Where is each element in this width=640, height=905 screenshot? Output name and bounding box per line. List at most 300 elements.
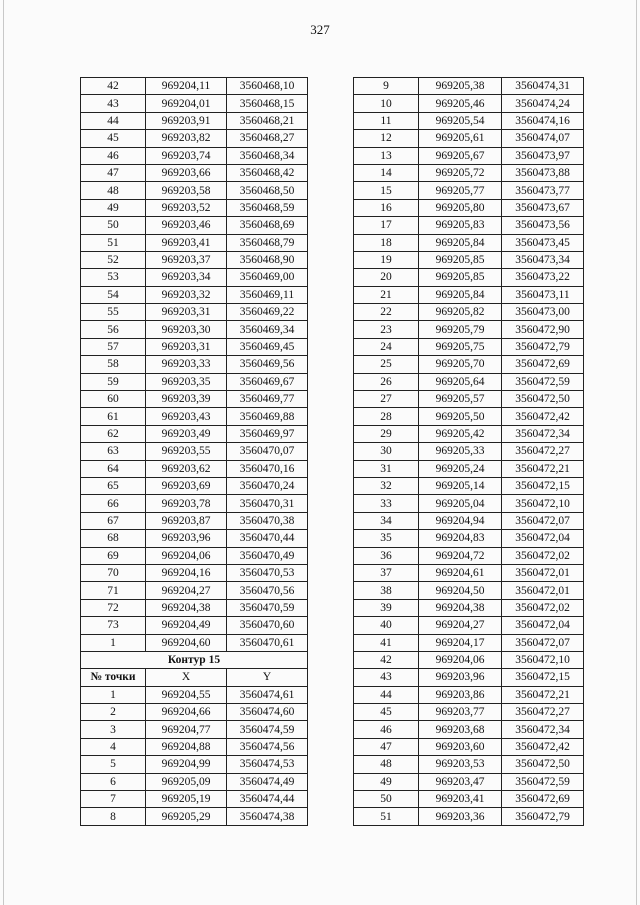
table-row (354, 356, 584, 373)
x-cell: 969204,88 (146, 738, 227, 755)
point-number-cell: 39 (354, 599, 419, 616)
point-number-cell: 11 (354, 112, 419, 129)
table-row (81, 686, 308, 703)
x-cell: 969203,87 (146, 512, 227, 529)
y-cell: 3560472,01 (502, 582, 584, 599)
y-cell: 3560470,38 (227, 512, 308, 529)
y-cell: 3560468,90 (227, 251, 308, 268)
point-number-cell: 65 (81, 477, 146, 494)
table-row (354, 95, 584, 112)
point-number-cell: 47 (354, 738, 419, 755)
x-cell: 969203,52 (146, 199, 227, 216)
point-number-cell: 67 (81, 512, 146, 529)
x-cell: 969205,54 (419, 112, 502, 129)
table-row (81, 147, 308, 164)
y-cell: 3560474,56 (227, 738, 308, 755)
table-row (81, 808, 308, 825)
point-number-cell: 42 (354, 651, 419, 668)
table-row (354, 147, 584, 164)
y-cell: 3560468,15 (227, 95, 308, 112)
point-number-cell: 71 (81, 582, 146, 599)
x-cell: 969203,41 (419, 791, 502, 808)
x-cell: 969205,80 (419, 199, 502, 216)
table-row (81, 634, 308, 651)
x-cell: 969203,31 (146, 338, 227, 355)
x-cell: 969204,38 (146, 599, 227, 616)
y-cell: 3560472,59 (502, 373, 584, 390)
point-number-cell: 41 (354, 634, 419, 651)
point-number-cell: 49 (354, 773, 419, 790)
point-number-cell: 35 (354, 530, 419, 547)
x-cell: 969203,37 (146, 251, 227, 268)
contour-title-row (81, 651, 308, 668)
point-number-cell: 31 (354, 460, 419, 477)
x-cell: 969203,49 (146, 425, 227, 442)
x-cell: 969204,66 (146, 704, 227, 721)
y-cell: 3560469,22 (227, 304, 308, 321)
y-cell: 3560473,97 (502, 147, 584, 164)
table-row (354, 477, 584, 494)
x-cell: 969205,67 (419, 147, 502, 164)
x-cell: 969203,86 (419, 686, 502, 703)
x-cell: 969205,70 (419, 356, 502, 373)
x-cell: 969204,99 (146, 756, 227, 773)
x-cell: 969205,33 (419, 443, 502, 460)
x-cell: 969205,61 (419, 130, 502, 147)
table-row (81, 251, 308, 268)
point-number-cell: 12 (354, 130, 419, 147)
x-cell: 969205,24 (419, 460, 502, 477)
x-cell: 969203,77 (419, 704, 502, 721)
x-cell: 969203,36 (419, 808, 502, 825)
point-number-cell: 7 (81, 791, 146, 808)
x-cell: 969204,27 (146, 582, 227, 599)
point-number-cell: 55 (81, 304, 146, 321)
table-row (354, 721, 584, 738)
table-row (354, 251, 584, 268)
x-cell: 969203,39 (146, 391, 227, 408)
y-cell: 3560468,69 (227, 217, 308, 234)
point-number-cell: 25 (354, 356, 419, 373)
table-row (81, 443, 308, 460)
table-row (354, 547, 584, 564)
x-cell: 969203,55 (146, 443, 227, 460)
x-cell: 969205,85 (419, 269, 502, 286)
table-row (354, 217, 584, 234)
x-cell: 969204,11 (146, 78, 227, 95)
y-cell: 3560470,59 (227, 599, 308, 616)
table-row (81, 738, 308, 755)
point-number-cell: 9 (354, 78, 419, 95)
y-cell: 3560473,45 (502, 234, 584, 251)
x-cell: 969205,82 (419, 304, 502, 321)
table-row (81, 617, 308, 634)
point-number-cell: 70 (81, 564, 146, 581)
x-cell: 969203,32 (146, 286, 227, 303)
y-cell: 3560474,59 (227, 721, 308, 738)
y-cell: 3560472,02 (502, 547, 584, 564)
x-cell: 969205,84 (419, 234, 502, 251)
x-cell: 969203,78 (146, 495, 227, 512)
point-number-cell: 34 (354, 512, 419, 529)
y-cell: 3560470,44 (227, 530, 308, 547)
point-number-cell: 63 (81, 443, 146, 460)
point-number-cell: 17 (354, 217, 419, 234)
x-cell: 969204,61 (419, 564, 502, 581)
x-cell: 969203,58 (146, 182, 227, 199)
point-number-cell: 50 (354, 791, 419, 808)
page-left-edge (3, 0, 4, 905)
table-row (354, 338, 584, 355)
table-row (354, 617, 584, 634)
table-row (354, 373, 584, 390)
table-row (354, 704, 584, 721)
point-number-cell: 54 (81, 286, 146, 303)
point-number-cell: 4 (81, 738, 146, 755)
table-row (354, 669, 584, 686)
point-number-cell: 62 (81, 425, 146, 442)
x-cell: 969204,60 (146, 634, 227, 651)
point-number-cell: 16 (354, 199, 419, 216)
table-row (354, 773, 584, 790)
y-cell: 3560469,88 (227, 408, 308, 425)
table-row (81, 547, 308, 564)
y-cell: 3560474,53 (227, 756, 308, 773)
x-cell: 969203,62 (146, 460, 227, 477)
table-row (81, 721, 308, 738)
point-number-cell: 6 (81, 773, 146, 790)
x-cell: 969205,79 (419, 321, 502, 338)
point-number-cell: 23 (354, 321, 419, 338)
table-row (81, 512, 308, 529)
point-number-cell: 51 (354, 808, 419, 825)
point-number-cell: 60 (81, 391, 146, 408)
point-number-cell: 36 (354, 547, 419, 564)
x-cell: 969204,01 (146, 95, 227, 112)
table-row (354, 391, 584, 408)
x-cell: 969203,96 (146, 530, 227, 547)
table-row (354, 686, 584, 703)
x-cell: 969204,94 (419, 512, 502, 529)
y-cell: 3560474,07 (502, 130, 584, 147)
point-number-cell: 43 (354, 669, 419, 686)
y-cell: 3560474,24 (502, 95, 584, 112)
point-number-cell: 27 (354, 391, 419, 408)
point-number-cell: 69 (81, 547, 146, 564)
x-cell: 969203,41 (146, 234, 227, 251)
y-cell: 3560468,79 (227, 234, 308, 251)
y-cell: 3560469,34 (227, 321, 308, 338)
point-number-cell: 24 (354, 338, 419, 355)
table-row (354, 738, 584, 755)
table-row (81, 95, 308, 112)
y-cell: 3560468,21 (227, 112, 308, 129)
table-row (81, 356, 308, 373)
y-cell: 3560473,77 (502, 182, 584, 199)
x-cell: 969205,64 (419, 373, 502, 390)
x-cell: 969203,66 (146, 164, 227, 181)
table-row (354, 791, 584, 808)
table-row (81, 791, 308, 808)
table-row (354, 495, 584, 512)
y-cell: 3560470,56 (227, 582, 308, 599)
y-cell: 3560474,38 (227, 808, 308, 825)
y-cell: 3560469,45 (227, 338, 308, 355)
y-cell: 3560469,97 (227, 425, 308, 442)
point-number-cell: 45 (81, 130, 146, 147)
point-number-cell: 42 (81, 78, 146, 95)
x-cell: 969204,38 (419, 599, 502, 616)
y-cell: 3560468,42 (227, 164, 308, 181)
y-cell: 3560473,56 (502, 217, 584, 234)
point-number-cell: 45 (354, 704, 419, 721)
x-cell: 969203,53 (419, 756, 502, 773)
x-cell: 969204,49 (146, 617, 227, 634)
table-row (81, 704, 308, 721)
coordinates-table-right (353, 77, 584, 826)
x-cell: 969205,72 (419, 164, 502, 181)
x-cell: 969204,83 (419, 530, 502, 547)
y-cell: 3560470,61 (227, 634, 308, 651)
table-row (81, 112, 308, 129)
y-cell: 3560470,24 (227, 477, 308, 494)
y-cell: 3560472,50 (502, 391, 584, 408)
y-cell: 3560472,59 (502, 773, 584, 790)
x-cell: 969205,84 (419, 286, 502, 303)
y-cell: 3560472,34 (502, 721, 584, 738)
y-cell: 3560469,11 (227, 286, 308, 303)
y-cell: 3560472,79 (502, 338, 584, 355)
point-number-cell: 48 (354, 756, 419, 773)
x-cell: 969205,50 (419, 408, 502, 425)
x-cell: 969203,74 (146, 147, 227, 164)
x-cell: 969205,14 (419, 477, 502, 494)
point-number-cell: 26 (354, 373, 419, 390)
table-row (354, 530, 584, 547)
x-cell: 969205,83 (419, 217, 502, 234)
y-cell: 3560472,27 (502, 704, 584, 721)
table-row (81, 338, 308, 355)
y-cell: 3560472,02 (502, 599, 584, 616)
y-cell: 3560472,79 (502, 808, 584, 825)
point-number-cell: 30 (354, 443, 419, 460)
table-row (354, 269, 584, 286)
y-cell: 3560473,00 (502, 304, 584, 321)
y-cell: 3560468,27 (227, 130, 308, 147)
point-number-cell: 64 (81, 460, 146, 477)
table-row (354, 808, 584, 825)
point-number-cell: 61 (81, 408, 146, 425)
point-number-cell: 1 (81, 634, 146, 651)
y-cell: 3560473,34 (502, 251, 584, 268)
table-row (354, 634, 584, 651)
y-cell: 3560474,49 (227, 773, 308, 790)
x-cell: 969203,82 (146, 130, 227, 147)
point-number-cell: 32 (354, 477, 419, 494)
table-row (81, 304, 308, 321)
point-number-cell: 22 (354, 304, 419, 321)
x-cell: 969203,96 (419, 669, 502, 686)
x-cell: 969203,69 (146, 477, 227, 494)
y-cell: 3560472,21 (502, 460, 584, 477)
table-row (354, 304, 584, 321)
y-cell: 3560472,42 (502, 408, 584, 425)
table-row (354, 512, 584, 529)
point-number-cell: 3 (81, 721, 146, 738)
point-number-cell: 14 (354, 164, 419, 181)
y-cell: 3560470,31 (227, 495, 308, 512)
y-cell: 3560472,15 (502, 477, 584, 494)
table-row (354, 564, 584, 581)
x-cell: 969205,04 (419, 495, 502, 512)
y-cell: 3560473,88 (502, 164, 584, 181)
point-number-cell: 38 (354, 582, 419, 599)
y-cell: 3560472,10 (502, 495, 584, 512)
table-row (81, 164, 308, 181)
point-number-cell: 18 (354, 234, 419, 251)
table-row (354, 408, 584, 425)
table-row (81, 269, 308, 286)
y-cell: 3560470,49 (227, 547, 308, 564)
x-cell: 969203,30 (146, 321, 227, 338)
table-row (354, 182, 584, 199)
table-row (354, 78, 584, 95)
header-y: Y (227, 669, 308, 686)
y-cell: 3560472,90 (502, 321, 584, 338)
x-cell: 969204,06 (419, 651, 502, 668)
x-cell: 969203,43 (146, 408, 227, 425)
y-cell: 3560473,11 (502, 286, 584, 303)
y-cell: 3560472,01 (502, 564, 584, 581)
point-number-cell: 66 (81, 495, 146, 512)
table-row (81, 182, 308, 199)
y-cell: 3560474,60 (227, 704, 308, 721)
point-number-cell: 44 (354, 686, 419, 703)
x-cell: 969204,17 (419, 634, 502, 651)
x-cell: 969204,50 (419, 582, 502, 599)
point-number-cell: 28 (354, 408, 419, 425)
table-row (81, 756, 308, 773)
point-number-cell: 37 (354, 564, 419, 581)
table-row (81, 217, 308, 234)
table-row (81, 564, 308, 581)
table-row (81, 408, 308, 425)
point-number-cell: 49 (81, 199, 146, 216)
point-number-cell: 68 (81, 530, 146, 547)
point-number-cell: 57 (81, 338, 146, 355)
x-cell: 969203,46 (146, 217, 227, 234)
y-cell: 3560469,56 (227, 356, 308, 373)
y-cell: 3560472,10 (502, 651, 584, 668)
y-cell: 3560469,00 (227, 269, 308, 286)
x-cell: 969205,38 (419, 78, 502, 95)
y-cell: 3560470,07 (227, 443, 308, 460)
x-cell: 969205,29 (146, 808, 227, 825)
table-row (81, 78, 308, 95)
x-cell: 969204,27 (419, 617, 502, 634)
point-number-cell: 47 (81, 164, 146, 181)
x-cell: 969205,19 (146, 791, 227, 808)
x-cell: 969205,85 (419, 251, 502, 268)
y-cell: 3560470,60 (227, 617, 308, 634)
y-cell: 3560472,27 (502, 443, 584, 460)
table-row (354, 199, 584, 216)
point-number-cell: 56 (81, 321, 146, 338)
x-cell: 969204,16 (146, 564, 227, 581)
y-cell: 3560468,34 (227, 147, 308, 164)
table-row (81, 234, 308, 251)
point-number-cell: 33 (354, 495, 419, 512)
y-cell: 3560472,21 (502, 686, 584, 703)
point-number-cell: 2 (81, 704, 146, 721)
table-row (354, 756, 584, 773)
point-number-cell: 40 (354, 617, 419, 634)
table-row (354, 443, 584, 460)
point-number-cell: 52 (81, 251, 146, 268)
table-row (354, 582, 584, 599)
point-number-cell: 8 (81, 808, 146, 825)
point-number-cell: 46 (354, 721, 419, 738)
point-number-cell: 58 (81, 356, 146, 373)
y-cell: 3560472,15 (502, 669, 584, 686)
x-cell: 969204,77 (146, 721, 227, 738)
y-cell: 3560468,59 (227, 199, 308, 216)
y-cell: 3560473,22 (502, 269, 584, 286)
point-number-cell: 50 (81, 217, 146, 234)
header-x: X (146, 669, 227, 686)
y-cell: 3560468,10 (227, 78, 308, 95)
y-cell: 3560472,34 (502, 425, 584, 442)
x-cell: 969204,72 (419, 547, 502, 564)
y-cell: 3560472,50 (502, 756, 584, 773)
table-row (354, 164, 584, 181)
table-row (354, 130, 584, 147)
table-row (81, 425, 308, 442)
y-cell: 3560474,61 (227, 686, 308, 703)
x-cell: 969203,47 (419, 773, 502, 790)
x-cell: 969203,34 (146, 269, 227, 286)
table-row (81, 391, 308, 408)
y-cell: 3560472,07 (502, 512, 584, 529)
point-number-cell: 10 (354, 95, 419, 112)
point-number-cell: 13 (354, 147, 419, 164)
y-cell: 3560472,42 (502, 738, 584, 755)
y-cell: 3560472,69 (502, 356, 584, 373)
x-cell: 969203,33 (146, 356, 227, 373)
table-row (81, 530, 308, 547)
y-cell: 3560469,67 (227, 373, 308, 390)
x-cell: 969204,55 (146, 686, 227, 703)
y-cell: 3560470,16 (227, 460, 308, 477)
point-number-cell: 59 (81, 373, 146, 390)
y-cell: 3560472,04 (502, 530, 584, 547)
table-row (81, 286, 308, 303)
point-number-cell: 48 (81, 182, 146, 199)
x-cell: 969203,60 (419, 738, 502, 755)
header-point-number: № точки (81, 669, 146, 686)
table-row (354, 425, 584, 442)
point-number-cell: 44 (81, 112, 146, 129)
point-number-cell: 1 (81, 686, 146, 703)
y-cell: 3560470,53 (227, 564, 308, 581)
table-row (354, 286, 584, 303)
coordinates-table-left (80, 77, 308, 826)
x-cell: 969205,57 (419, 391, 502, 408)
y-cell: 3560469,77 (227, 391, 308, 408)
page-number: 327 (310, 22, 330, 37)
y-cell: 3560472,07 (502, 634, 584, 651)
table-row (81, 321, 308, 338)
